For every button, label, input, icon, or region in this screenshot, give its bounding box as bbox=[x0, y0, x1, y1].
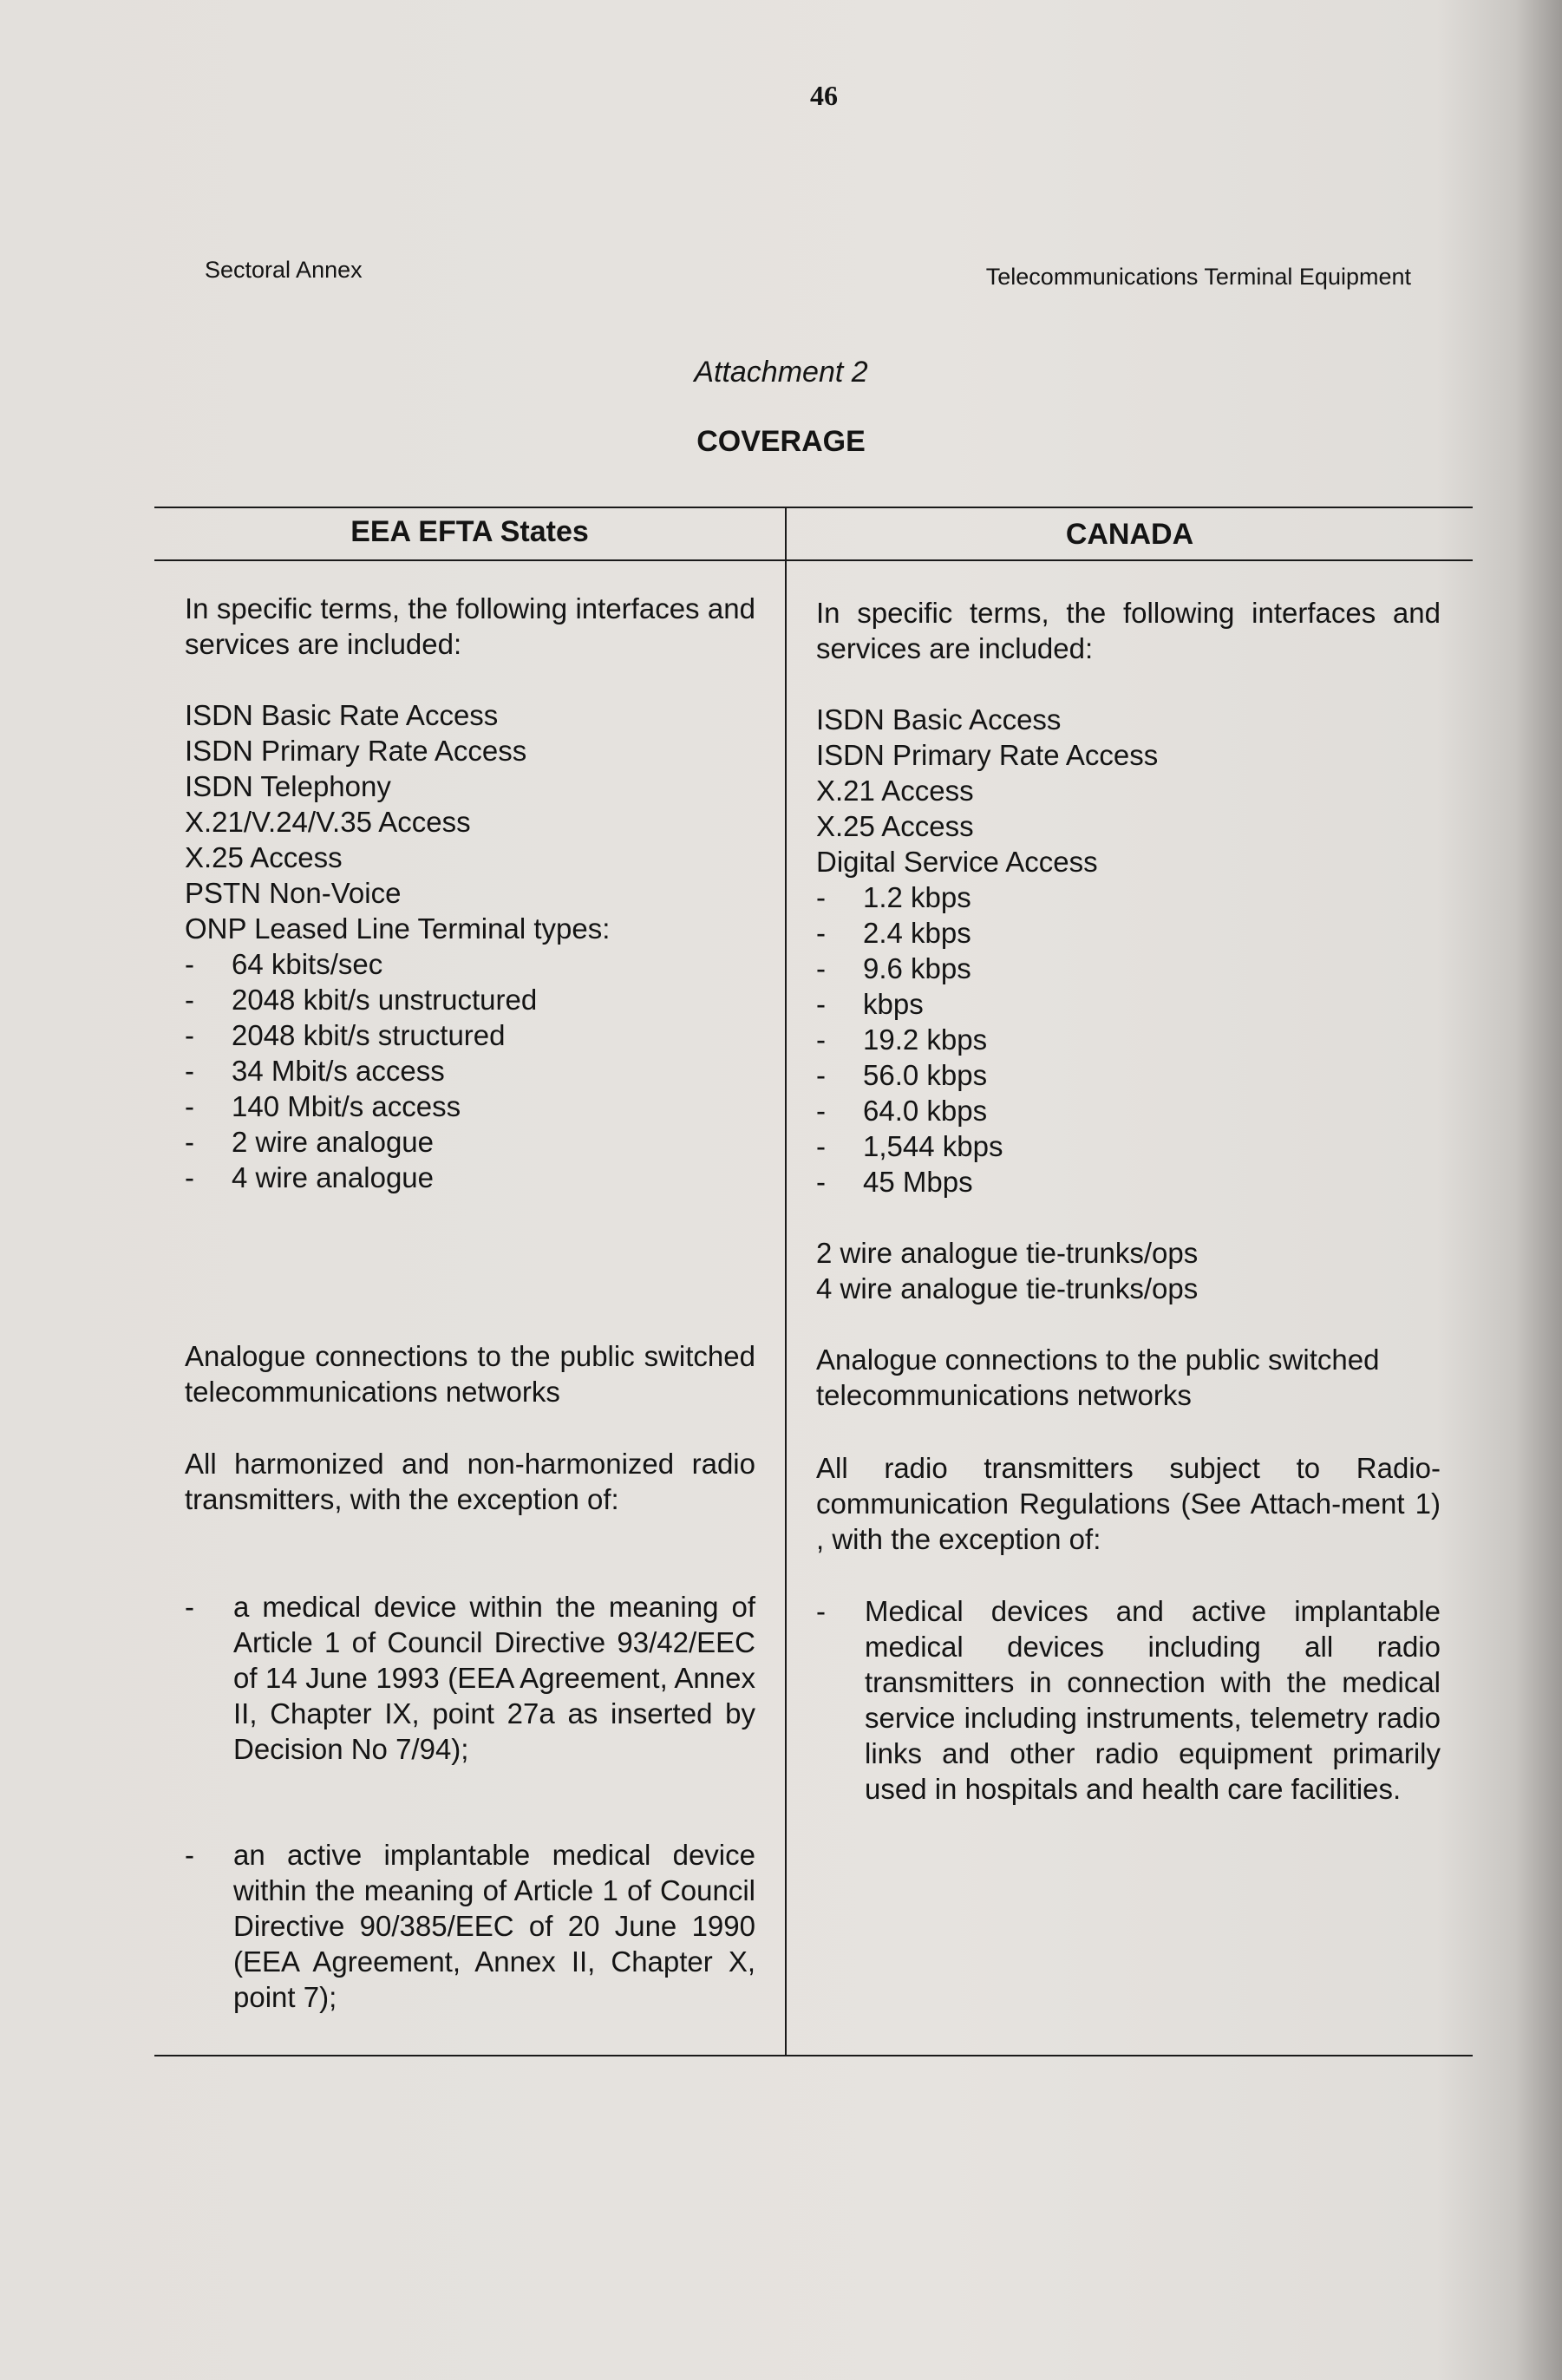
list-item: - 1,544 kbps bbox=[816, 1130, 1003, 1162]
running-header-left: Sectoral Annex bbox=[205, 257, 363, 283]
list-item: X.21/V.24/V.35 Access bbox=[185, 806, 471, 838]
dash-marker: - bbox=[185, 1591, 194, 1623]
right-services-list bbox=[816, 702, 1441, 879]
left-radio-text: All harmonized and non-harmonized radio transmitters, with the exception of: bbox=[185, 1448, 755, 1515]
left-column bbox=[185, 591, 755, 1195]
list-item: - kbps bbox=[816, 988, 924, 1020]
right-analogue-block bbox=[816, 1342, 1441, 1413]
list-item: - 2048 kbit/s unstructured bbox=[185, 984, 538, 1016]
running-header-right: Telecommunications Terminal Equipment bbox=[985, 264, 1411, 290]
list-item: - 19.2 kbps bbox=[816, 1023, 988, 1056]
table-header-rule bbox=[154, 559, 1473, 561]
dash-marker: - bbox=[816, 1023, 826, 1056]
table-bottom-rule bbox=[154, 2055, 1473, 2056]
list-item: PSTN Non-Voice bbox=[185, 877, 402, 909]
list-item: - 1.2 kbps bbox=[816, 881, 971, 913]
list-item: - 4 wire analogue bbox=[185, 1161, 434, 1193]
list-item: ISDN Basic Access bbox=[816, 703, 1062, 736]
right-column bbox=[816, 595, 1441, 1306]
dash-marker: - bbox=[185, 948, 194, 980]
list-item: - a medical device within the meaning of Article 1 of Council Directive 93/42/EEC of 14 June 1993 (EEA Agreement, Annex II, Chapter IX, point 27a as inserted by Decision No 7/94); bbox=[185, 1591, 755, 1765]
left-radio-block bbox=[185, 1446, 755, 1517]
dash-marker: - bbox=[185, 1126, 194, 1158]
list-item: - 64 kbits/sec bbox=[185, 948, 383, 980]
dash-marker: - bbox=[185, 1019, 194, 1051]
section-title: COVERAGE bbox=[696, 425, 866, 458]
list-item: - Medical devices and active implantable medical devices including all radio transmitters in connection with the medical service including instruments, telemetry radio links and other radio equipment primarily used in hospitals and health care facilities. bbox=[816, 1595, 1441, 1805]
dash-marker: - bbox=[816, 952, 826, 984]
right-tie-trunks-list bbox=[816, 1235, 1441, 1306]
right-radio-text: All radio transmitters subject to Radio-communication Regulations (See Attach-ment 1) , with the exception of: bbox=[816, 1452, 1441, 1555]
dash-marker: - bbox=[185, 1055, 194, 1087]
list-item: X.21 Access bbox=[816, 775, 974, 807]
dash-marker: - bbox=[816, 1059, 826, 1091]
dash-marker: - bbox=[816, 988, 826, 1020]
list-item: - 9.6 kbps bbox=[816, 952, 971, 984]
list-item: ISDN Primary Rate Access bbox=[816, 739, 1159, 771]
list-item: - 45 Mbps bbox=[816, 1166, 973, 1198]
left-exceptions-2 bbox=[185, 1837, 755, 2015]
dash-marker: - bbox=[185, 1161, 194, 1193]
column-header-eea-efta: EEA EFTA States bbox=[350, 515, 589, 548]
list-item: - 56.0 kbps bbox=[816, 1059, 988, 1091]
right-exceptions bbox=[816, 1593, 1441, 1807]
page-number: 46 bbox=[810, 80, 838, 111]
column-divider bbox=[785, 507, 787, 2055]
dash-marker: - bbox=[816, 881, 826, 913]
left-line-types-list bbox=[185, 946, 755, 1195]
list-item: X.25 Access bbox=[185, 841, 343, 873]
list-item: - 140 Mbit/s access bbox=[185, 1090, 461, 1122]
table-top-rule bbox=[154, 507, 1473, 508]
list-item: - 34 Mbit/s access bbox=[185, 1055, 445, 1087]
dash-marker: - bbox=[185, 984, 194, 1016]
left-intro: In specific terms, the following interfaces and services are included: bbox=[185, 592, 755, 660]
left-exceptions bbox=[185, 1589, 755, 1767]
right-intro: In specific terms, the following interfaces and services are included: bbox=[816, 597, 1441, 664]
left-services-list bbox=[185, 697, 755, 946]
list-item: 2 wire analogue tie-trunks/ops bbox=[816, 1237, 1199, 1269]
list-item: ISDN Primary Rate Access bbox=[185, 735, 527, 767]
list-item: - 2 wire analogue bbox=[185, 1126, 434, 1158]
dash-marker: - bbox=[816, 1595, 826, 1627]
dash-marker: - bbox=[816, 1166, 826, 1198]
attachment-label: Attachment 2 bbox=[694, 356, 868, 389]
left-analogue-text: Analogue connections to the public switched telecommunications networks bbox=[185, 1340, 755, 1408]
dash-marker: - bbox=[816, 917, 826, 949]
right-radio-block bbox=[816, 1450, 1441, 1557]
list-item: - 64.0 kbps bbox=[816, 1095, 988, 1127]
left-analogue-block bbox=[185, 1338, 755, 1409]
dash-marker: - bbox=[185, 1839, 194, 1871]
list-item: - 2048 kbit/s structured bbox=[185, 1019, 506, 1051]
dash-marker: - bbox=[185, 1090, 194, 1122]
list-item: ONP Leased Line Terminal types: bbox=[185, 912, 611, 945]
dash-marker: - bbox=[816, 1130, 826, 1162]
list-item: Digital Service Access bbox=[816, 846, 1098, 878]
list-item: - 2.4 kbps bbox=[816, 917, 971, 949]
dash-marker: - bbox=[816, 1095, 826, 1127]
list-item: ISDN Telephony bbox=[185, 770, 391, 802]
list-item: X.25 Access bbox=[816, 810, 974, 842]
list-item: 4 wire analogue tie-trunks/ops bbox=[816, 1272, 1199, 1304]
column-header-canada: CANADA bbox=[1065, 518, 1194, 551]
list-item: - an active implantable medical device within the meaning of Article 1 of Council Directive 90/385/EEC of 20 June 1990 (EEA Agreement, Annex II, Chapter X, point 7); bbox=[185, 1839, 755, 2013]
list-item: ISDN Basic Rate Access bbox=[185, 699, 499, 731]
right-analogue-text: Analogue connections to the public switched telecommunications networks bbox=[816, 1344, 1380, 1411]
right-speeds-list bbox=[816, 879, 1441, 1200]
